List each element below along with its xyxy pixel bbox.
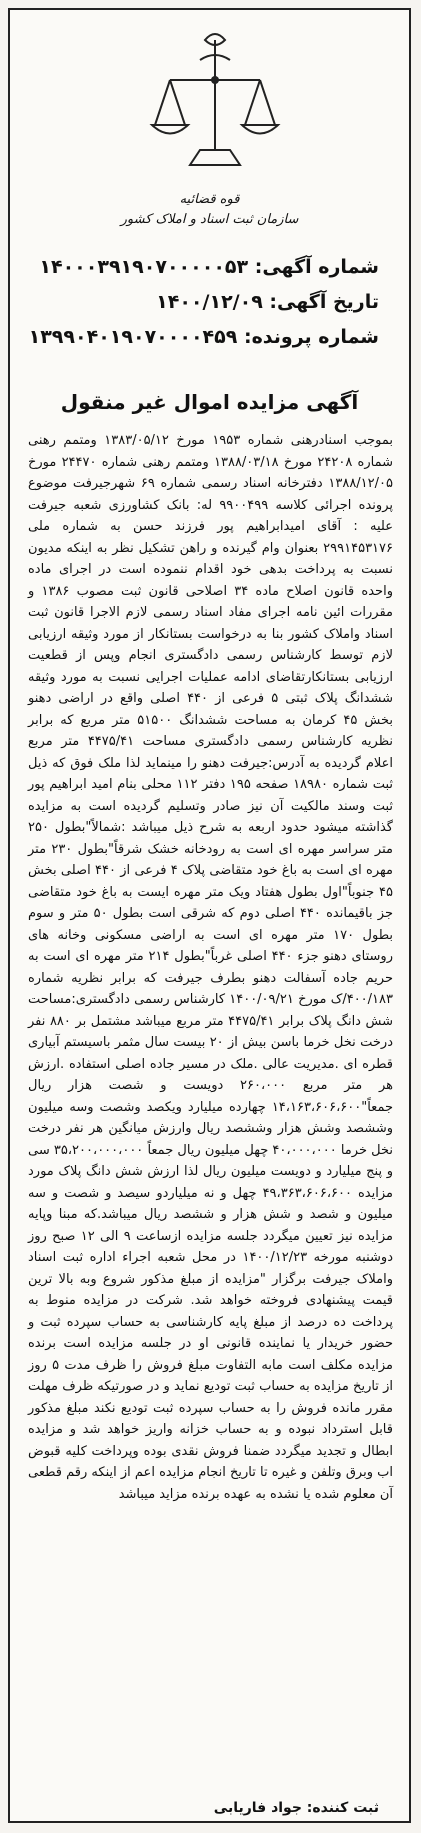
- ad-number: شماره آگهی: ۱۴۰۰۰۳۹۱۹۰۷۰۰۰۰۰۵۳: [39, 256, 379, 278]
- case-number: شماره پرونده: ۱۳۹۹۰۴۰۱۹۰۷۰۰۰۰۴۵۹: [28, 326, 379, 348]
- notice-title: آگهی مزایده اموال غیر منقول: [60, 390, 359, 414]
- notice-meta: [29, 250, 379, 355]
- judiciary-emblem-icon: [130, 30, 300, 180]
- org-line-1: قوه قضائیه: [179, 192, 240, 207]
- org-line-2: سازمان ثبت اسناد و املاک کشور: [120, 212, 299, 227]
- notice-card: [8, 8, 411, 1823]
- notice-body: بموجب اسنادرهنی شماره ۱۹۵۳ مورخ ۱۳۸۳/۰۵/۱۲ ومتمم رهنی شماره ۲۴۲۰۸ مورخ ۱۳۸۸/۰۳/۱۸ ومتمم رهنی شماره ۲۴۴۷۰ مورخ ۱۳۸۸/۱۲/۰۵ دفترخانه اسناد رسمی شماره ۶۹ شهرجیرفت موضوع پرونده اجرائی کلاسه ۹۹۰۰۴۹۹ له: بانک کشاورزی شعبه جیرفت علیه : آقای امیدابراهیم پور فرزند حسن به شماره ملی ۲۹۹۱۴۵۳۱۷۶ بعنوان وام گیرنده و راهن تشکیل نظر به اینکه مدیون نسبت به پرداخت بدهی خود اقدام ننموده است در اجرای ماده واحده قانون اصلاح ماده ۳۴ اصلاحی قانون ثبت مصوب ۱۳۸۶ و مقررات ائین نامه اجرای مفاد اسناد رسمی لازم الاجرا قانون ثبت اسناد واملاک کشور بنا به درخواست بستانکار از مورد وثیقه ارزیابی لازم توسط کارشناس رسمی دادگستری انجام وپس از قطعیت ارزیابی بستانکارتقاضای ادامه عملیات اجرایی نسبت به مورد وثیقه ششدانگ پلاک ثبتی ۵ فرعی از ۴۴۰ اصلی واقع در اراضی دهنو بخش ۴۵ کرمان به مساحت ششدانگ ۵۱۵۰۰ متر مربع که برابر نظریه کارشناس رسمی دادگستری مساحت ۴۴۷۵/۴۱ متر مربع اعلام گردیده به آدرس:جیرفت دهنو را مینماید لذا ملک فوق که ذیل ثبت شماره ۱۸۹۸۰ صفحه ۱۹۵ دفتر ۱۱۲ محلی بنام امید ابراهیم پور ثبت وسند مالکیت آن نیز صادر وتسلیم گردیده است به مزایده گذاشته میشود حدود اربعه به شرح ذیل میباشد :شمالاً"بطول ۲۵۰ متر سراسر مهره ای است به رودخانه خشک شرقاً"بطول ۲۳۰ متر مهره ای است به باغ خود متقاضی پلاک ۴ فرعی از ۴۴۰ اصلی بخش ۴۵ جنوباً"اول بطول هفتاد ویک متر مهره ایست به باغ خود متقاضی جز باقیمانده ۴۴۰ اصلی دوم که شرقی است بطول ۵۰ متر و سوم بطول ۱۷۰ متر مهره ای است به اراضی مسکونی وخانه های روستای دهنو جزء ۴۴۰ اصلی غرباً"بطول ۲۱۴ متر مهره ای است به حریم جاده آسفالت دهنو بطرف جیرفت که برابر نظریه شماره ۴۰۰/۱۸۳/ک مورخ ۱۴۰۰/۰۹/۲۱ کارشناس رسمی دادگستری:مساحت شش دانگ پلاک برابر ۴۴۷۵/۴۱ متر مربع میباشد مشتمل بر ۸۸۰ نفر درخت نخل خرما باسن بیش از ۲۰ بیست سال مثمر باسیستم آبیاری قطره ای .مدیریت عالی .ملک در مسیر جاده اصلی استفاده .ارزش هر متر مربع ۲۶۰،۰۰۰ دویست و شصت هزار ریال جمعاً"۱۴،۱۶۳،۶۰۶،۶۰۰ چهارده میلیارد ویکصد وشصت وسه میلیون وششصد وشش هزار وششصد ریال وارزش میانگین هر نفر درخت نخل خرما ۴۰،۰۰۰،۰۰۰ چهل میلیون ریال جمعاً ۳۵،۲۰۰،۰۰۰،۰۰۰ سی و پنج میلیارد و دویست میلیون ریال لذا ارزش شش دانگ پلاک مورد مزایده ۴۹،۳۶۳،۶۰۶،۶۰۰ چهل و نه میلیاردو سیصد و شصت و سه میلیون و شصد و شش هزار و ششصد ریال میباشد.که مبنا وپایه مزایده نیز تعیین میگردد جلسه مزایده ازساعت ۹ الی ۱۲ صبح روز دوشنبه مورخه ۱۴۰۰/۱۲/۲۳ در محل شعبه اجراء اداره ثبت اسناد واملاک جیرفت برگزار "مزایده از مبلغ مذکور شروع وبه بالا ترین قیمت پیشنهادی فروخته خواهد شد. شرکت در مزایده منوط به پرداخت ده درصد از مبلغ پایه کارشناسی به حساب سپرده ثبت و حضور خریدار یا نماینده قانونی او در جلسه مزایده است برنده مزایده مکلف است مابه التفاوت مبلغ فروش را ظرف مدت ۵ روز از تاریخ مزایده به حساب ثبت تودیع نماید و در صورتیکه ظرف مهلت مقرر مانده فروش را به حساب سپرده ثبت تودیع نکند مبلغ مذکور قابل استرداد نبوده و به حساب خزانه واریز خواهد شد و مزایده ابطال و تجدید میگردد ضمنا فروش نقدی بوده وپرداخت کلیه قبوض اب وبرق وتلفن و غیره تا تاریخ انجام مزایده اعم از اینکه رقم قطعی آن معلوم شده یا نشده به عهده برنده مزاید میباشد: [28, 433, 394, 1502]
- ad-date: تاریخ آگهی: ۱۴۰۰/۱۲/۰۹: [156, 291, 379, 313]
- organization-header: [10, 190, 409, 230]
- signer: ثبت کننده: جواد فاریابی: [213, 1800, 379, 1816]
